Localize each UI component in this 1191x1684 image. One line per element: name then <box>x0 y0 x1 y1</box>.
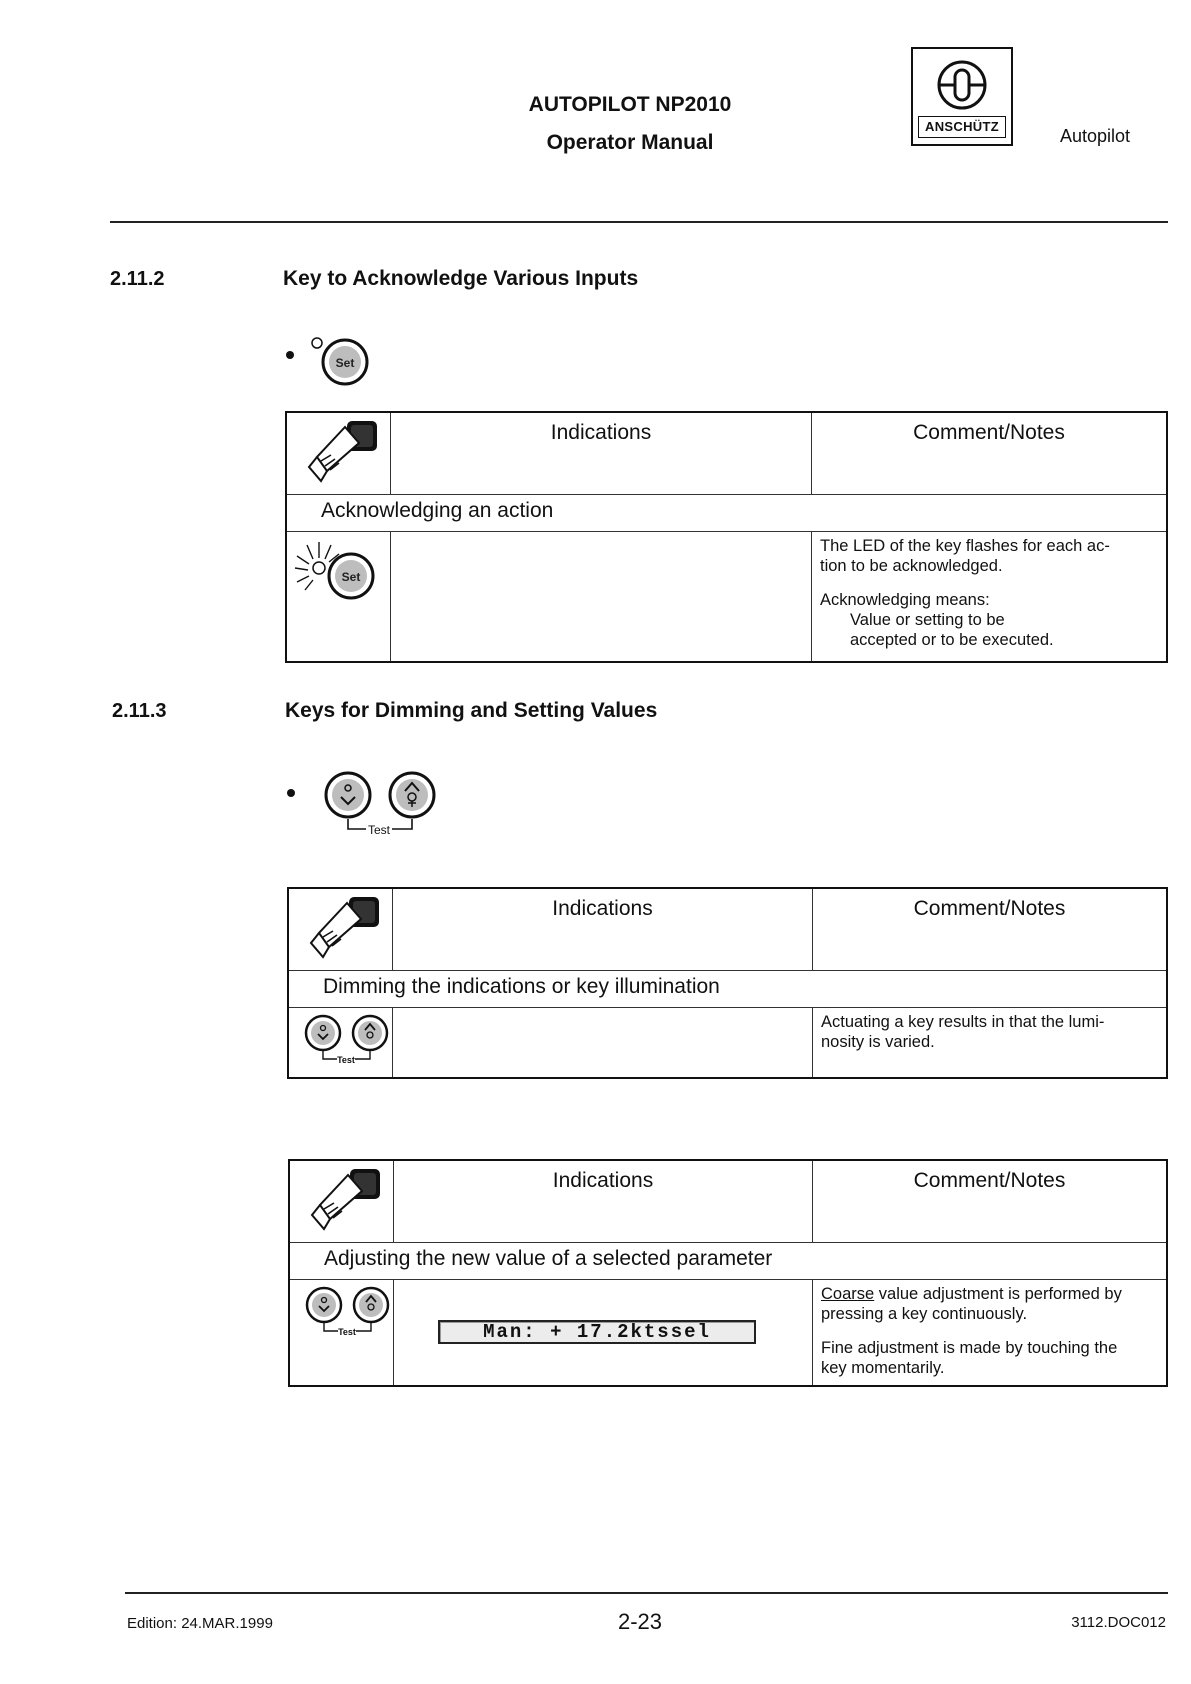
section-title-2-11-2: Key to Acknowledge Various Inputs <box>283 267 639 290</box>
note-line: value adjustment is performed by <box>874 1285 1122 1303</box>
col-indications: Indications <box>391 412 812 495</box>
note-line: nosity is varied. <box>821 1033 935 1051</box>
indication-display-cell <box>394 1280 813 1386</box>
col-comments: Comment/Notes <box>813 888 1168 971</box>
section-label: Autopilot <box>1060 126 1131 146</box>
indications-table-adjusting <box>288 1159 1168 1387</box>
dim-keys-small-icon <box>290 1280 393 1344</box>
dim-keys-cell <box>288 1008 393 1079</box>
svg-text:Test: Test <box>338 1327 356 1337</box>
press-key-cell <box>286 412 391 495</box>
press-key-cell <box>289 1160 394 1243</box>
manual-title: AUTOPILOT NP2010 <box>528 93 732 116</box>
notes-cell <box>813 1008 1168 1079</box>
flashing-set-key-icon <box>287 532 390 622</box>
finger-press-icon <box>290 1161 393 1237</box>
notes-cell <box>813 1280 1168 1386</box>
note-line: tion to be acknowledged. <box>820 557 1003 575</box>
notes-cell <box>812 532 1168 662</box>
note-line: pressing a key continuously. <box>821 1305 1028 1323</box>
dim-keys-small-icon <box>289 1008 392 1072</box>
edition-date: Edition: 24.MAR.1999 <box>127 1615 273 1632</box>
action-row: Dimming the indications or key illumination <box>288 971 1167 1008</box>
logo-wordmark: ANSCHÜTZ <box>918 116 1006 138</box>
indication-cell-empty <box>391 532 812 662</box>
note-line: key momentarily. <box>821 1359 945 1377</box>
page-number: 2-23 <box>617 1609 663 1634</box>
svg-text:Set: Set <box>335 356 355 370</box>
manual-subtitle: Operator Manual <box>546 131 714 154</box>
col-indications: Indications <box>394 1160 813 1243</box>
indications-table-acknowledge <box>285 411 1168 663</box>
set-key-icon <box>306 334 372 390</box>
flashing-set-key-cell <box>286 532 391 662</box>
dim-keys-cell <box>289 1280 394 1386</box>
dim-keys-icon <box>322 771 442 837</box>
note-line: Acknowledging means: <box>820 591 990 609</box>
note-line: Value or setting to be <box>850 611 1005 629</box>
anschutz-emblem-icon <box>913 49 1011 119</box>
document-id: 3112.DOC012 <box>1071 1614 1166 1631</box>
action-row: Acknowledging an action <box>286 495 1167 532</box>
bullet <box>286 351 294 359</box>
lcd-display: Man: + 17.2ktssel <box>438 1320 756 1344</box>
svg-text:Set: Set <box>341 570 361 584</box>
col-comments: Comment/Notes <box>813 1160 1168 1243</box>
col-comments: Comment/Notes <box>812 412 1168 495</box>
note-line: Actuating a key results in that the lumi- <box>821 1013 1105 1031</box>
finger-press-icon <box>287 413 390 489</box>
bullet <box>287 789 295 797</box>
header-divider <box>110 221 1168 223</box>
footer-divider <box>125 1592 1168 1594</box>
note-line: The LED of the key flashes for each ac- <box>820 537 1110 555</box>
action-row: Adjusting the new value of a selected parameter <box>289 1243 1167 1280</box>
anschutz-logo <box>911 47 1013 146</box>
note-line: accepted or to be executed. <box>850 631 1054 649</box>
indication-cell-empty <box>393 1008 813 1079</box>
finger-press-icon <box>289 889 392 965</box>
note-emphasis: Coarse <box>821 1285 875 1303</box>
col-indications: Indications <box>393 888 813 971</box>
svg-text:Test: Test <box>367 823 391 837</box>
note-line: Fine adjustment is made by touching the <box>821 1339 1118 1357</box>
section-number-2-11-2: 2.11.2 <box>110 268 165 290</box>
section-title-2-11-3: Keys for Dimming and Setting Values <box>285 699 658 722</box>
svg-text:Test: Test <box>337 1055 355 1065</box>
section-number-2-11-3: 2.11.3 <box>112 700 167 722</box>
press-key-cell <box>288 888 393 971</box>
indications-table-dimming <box>287 887 1168 1079</box>
